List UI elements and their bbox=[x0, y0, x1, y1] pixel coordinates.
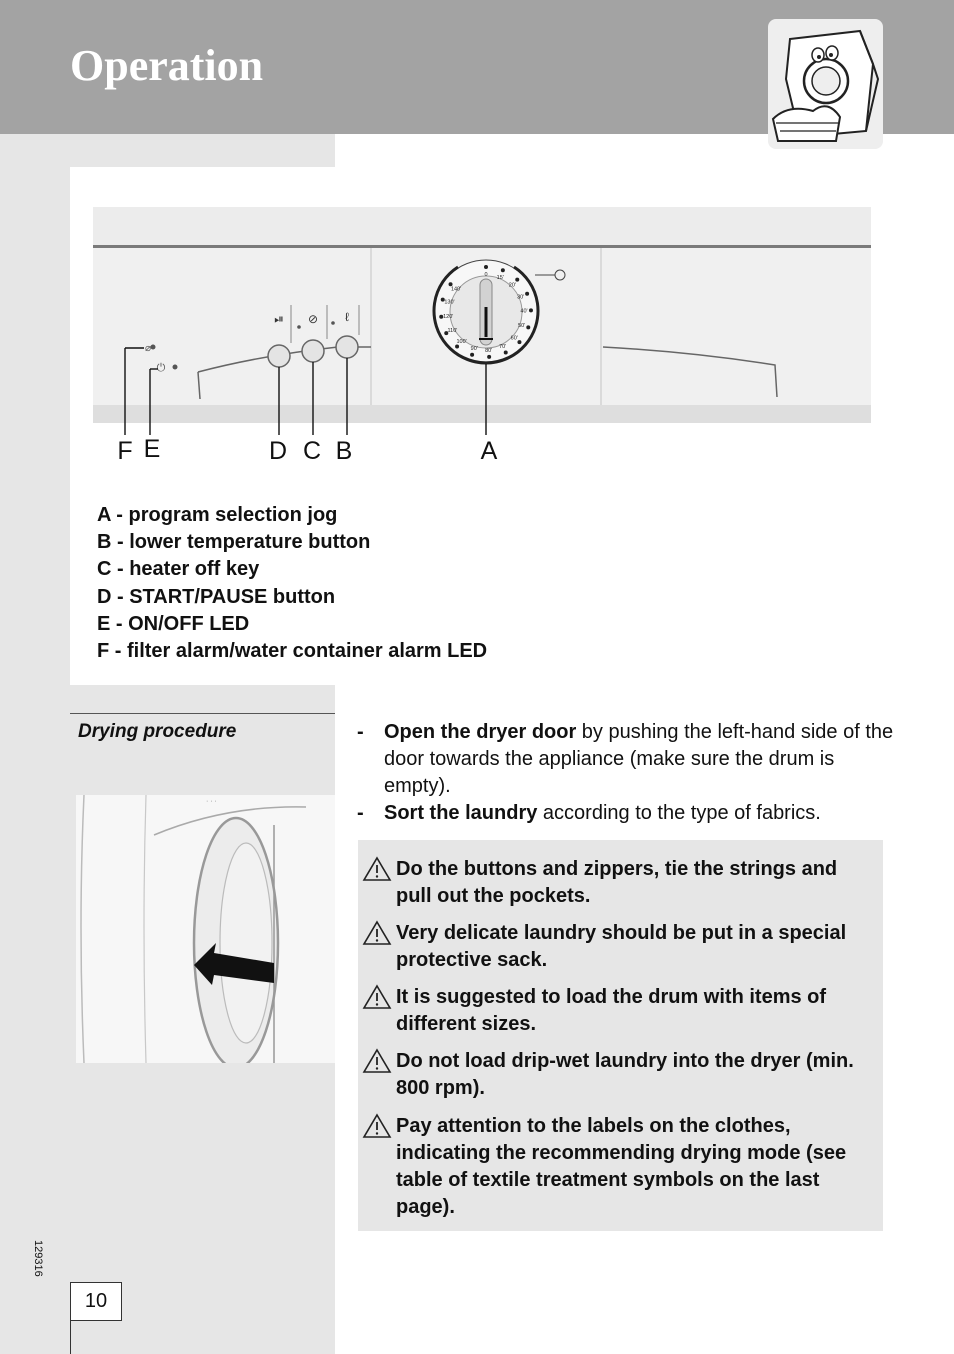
dial-dot bbox=[517, 340, 521, 344]
warning-triangle-icon bbox=[362, 984, 392, 1010]
dial-mark-label: 0 bbox=[484, 272, 488, 278]
legend-item-f: F - filter alarm/water container alarm LED bbox=[97, 640, 488, 663]
warning-triangle-icon bbox=[362, 1113, 392, 1139]
dial-mark-label: 100' bbox=[456, 339, 467, 346]
dial-dot bbox=[501, 268, 505, 272]
page-number-rule bbox=[70, 1319, 71, 1354]
svg-text:⏻: ⏻ bbox=[156, 362, 166, 374]
dial-dot bbox=[487, 355, 491, 359]
page-number: 10 bbox=[70, 1282, 122, 1321]
warning-triangle-icon bbox=[362, 920, 392, 946]
dial-dot bbox=[529, 308, 533, 312]
warning-item bbox=[362, 984, 872, 1038]
section-divider bbox=[70, 713, 335, 714]
legend-item-c: C - heater off key bbox=[97, 558, 260, 581]
dial-mark-label: 40' bbox=[520, 308, 528, 315]
warnings-box bbox=[358, 840, 883, 1231]
callout-e: E bbox=[143, 435, 161, 463]
callout-b: B bbox=[335, 437, 353, 465]
dial-mark-label: 60' bbox=[510, 335, 518, 342]
dial-mark-label: 90' bbox=[470, 346, 478, 353]
page-title: Operation bbox=[70, 41, 264, 90]
section-title: Drying procedure bbox=[78, 721, 237, 742]
dryer-door-illustration bbox=[76, 795, 335, 1063]
step-dash: - bbox=[357, 802, 364, 824]
dryer-mascot-icon bbox=[768, 19, 883, 149]
step-item bbox=[357, 800, 897, 827]
legend-item-e: E - ON/OFF LED bbox=[97, 612, 250, 635]
dial-dot bbox=[515, 278, 519, 282]
dial-mark-label: 140' bbox=[450, 286, 462, 293]
control-panel-diagram bbox=[93, 207, 871, 467]
step-bold: Open the dryer door bbox=[384, 721, 577, 743]
step-item bbox=[357, 719, 897, 800]
dial-mark-label: 80' bbox=[485, 347, 493, 354]
dial-mark-label: 110' bbox=[447, 327, 458, 334]
step-text: by pushing the left-hand side of the door towards the appliance (make sure the drum is empty). bbox=[384, 721, 894, 797]
warning-text: Very delicate laundry should be put in a special protective sack. bbox=[396, 922, 847, 971]
warning-item bbox=[362, 856, 872, 910]
dial-dot bbox=[484, 265, 488, 269]
step-bold: Sort the laundry bbox=[384, 802, 538, 824]
warning-triangle-icon bbox=[362, 1048, 392, 1074]
svg-text:· · ·: · · · bbox=[206, 798, 217, 805]
warning-text: It is suggested to load the drum with items of different sizes. bbox=[396, 986, 827, 1035]
dial-mark-label: 130' bbox=[444, 299, 455, 306]
procedure-steps bbox=[357, 719, 897, 827]
svg-text:⏯: ⏯ bbox=[274, 312, 284, 326]
dial-dot bbox=[526, 325, 530, 329]
dial-dot bbox=[504, 350, 508, 354]
callout-c: C bbox=[302, 437, 322, 465]
legend-item-a: A - program selection jog bbox=[97, 504, 338, 526]
document-number: 129316 bbox=[32, 1240, 44, 1277]
warning-text: Pay attention to the labels on the clothes, indicating the recommending drying mode (see table of textile treatment symbols on the last page). bbox=[396, 1115, 847, 1218]
dial-mark-label: 30' bbox=[517, 294, 525, 301]
dial-mark-label: 20' bbox=[508, 282, 516, 289]
dial-dot bbox=[525, 292, 529, 296]
dial-mark-label: 50' bbox=[518, 322, 526, 329]
svg-text:ℓ: ℓ bbox=[345, 310, 349, 324]
dial-mark-label: 120' bbox=[443, 313, 454, 320]
warning-text: Do the buttons and zippers, tie the strings and pull out the pockets. bbox=[396, 858, 838, 907]
step-text: according to the type of fabrics. bbox=[537, 802, 821, 824]
step-dash: - bbox=[357, 721, 364, 743]
legend-item-d: D - START/PAUSE button bbox=[97, 585, 336, 608]
callout-d: D bbox=[268, 437, 288, 465]
warning-item bbox=[362, 1048, 872, 1102]
dial-mark-label: 15' bbox=[496, 274, 504, 281]
legend-item-b: B - lower temperature button bbox=[97, 531, 371, 554]
warning-item bbox=[362, 1113, 872, 1221]
dial-mark-label: 70' bbox=[499, 344, 507, 351]
component-legend bbox=[97, 502, 487, 665]
callout-f: F bbox=[117, 437, 133, 465]
dial-dot bbox=[470, 353, 474, 357]
callout-a: A bbox=[480, 437, 498, 465]
svg-text:⌀: ⌀ bbox=[144, 343, 152, 354]
warning-triangle-icon bbox=[362, 856, 392, 882]
svg-text:⊘: ⊘ bbox=[307, 312, 319, 326]
warning-text: Do not load drip-wet laundry into the dryer (min. 800 rpm). bbox=[396, 1050, 854, 1099]
warning-item bbox=[362, 920, 872, 974]
